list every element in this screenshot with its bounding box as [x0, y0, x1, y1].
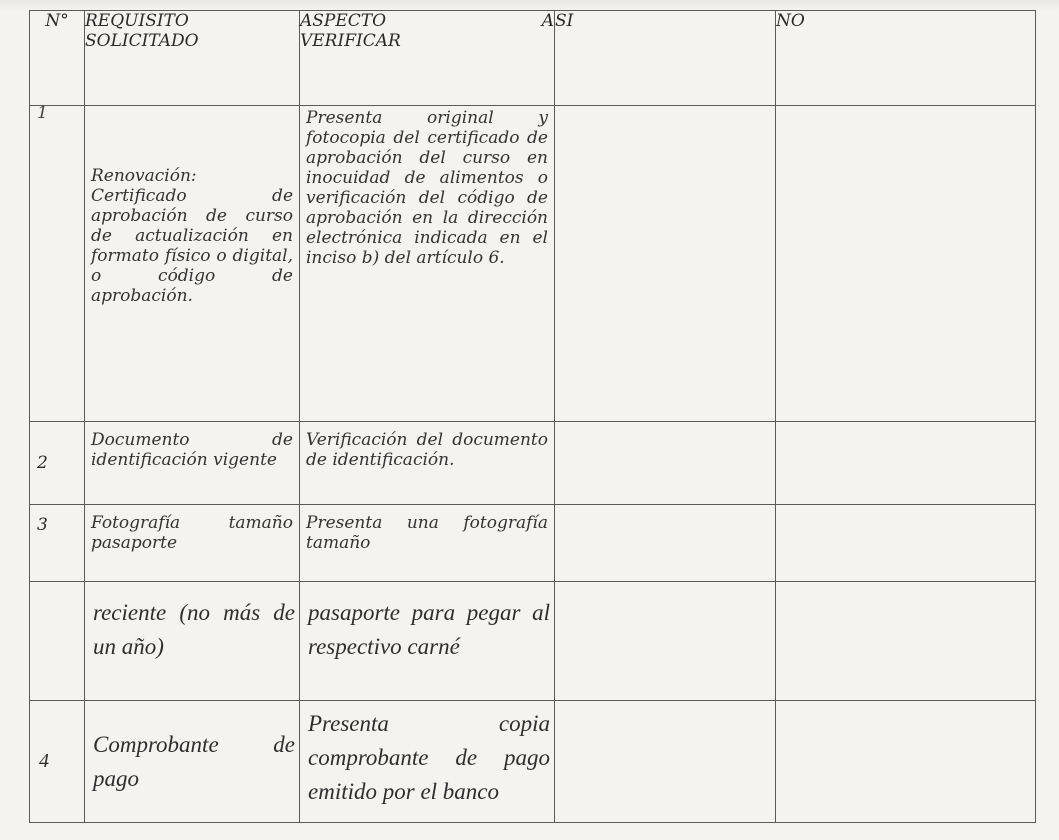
row-si-cell[interactable]	[555, 701, 776, 823]
row-requisito	[85, 505, 300, 582]
header-requisito-line1: REQUISITO	[85, 11, 189, 31]
table-row	[30, 701, 1036, 823]
header-no: NO	[776, 11, 1036, 106]
row-number-text: 2	[37, 453, 48, 473]
requirements-checklist-table	[29, 10, 1036, 823]
requisito-text: reciente (no más de un año)	[93, 600, 295, 659]
row-requisito	[85, 422, 300, 505]
row-no-cell[interactable]	[776, 582, 1036, 701]
row-aspecto	[300, 106, 555, 422]
header-requisito-line2: SOLICITADO	[85, 31, 199, 51]
header-row	[30, 11, 1036, 106]
header-aspecto-line1a: ASPECTO	[300, 11, 387, 31]
row-no-cell[interactable]	[776, 505, 1036, 582]
table-row	[30, 422, 1036, 505]
header-aspecto	[300, 11, 555, 106]
aspecto-text: Presenta una fotografía tamaño	[306, 513, 548, 553]
header-aspecto-line1b: A	[541, 11, 554, 31]
aspecto-text: pasaporte para pegar al respectivo carné	[308, 600, 550, 659]
row-aspecto	[300, 422, 555, 505]
row-aspecto	[300, 505, 555, 582]
table-row	[30, 106, 1036, 422]
row-si-cell[interactable]	[555, 106, 776, 422]
row-aspecto	[300, 582, 555, 701]
row-no-cell[interactable]	[776, 422, 1036, 505]
row-requisito	[85, 582, 300, 701]
aspecto-text: Presenta copia comprobante de pago emitido por el banco	[308, 711, 550, 804]
page-top-edge	[0, 0, 1059, 10]
row-requisito	[85, 106, 300, 422]
aspecto-text: Verificación del documento de identificación.	[306, 430, 548, 470]
row-number	[30, 701, 85, 823]
row-si-cell[interactable]	[555, 422, 776, 505]
row-number-text: 3	[37, 515, 48, 535]
row-number	[30, 422, 85, 505]
row-aspecto	[300, 701, 555, 823]
requisito-text: Renovación: Certificado de aprobación de curso de actualización en formato físico o digital, o código de aprobación.	[91, 166, 293, 306]
row-si-cell[interactable]	[555, 582, 776, 701]
requisito-text: Fotografía tamaño pasaporte	[91, 513, 293, 553]
row-number	[30, 582, 85, 701]
requisito-text: Documento de identificación vigente	[91, 430, 293, 470]
row-si-cell[interactable]	[555, 505, 776, 582]
row-number	[30, 106, 85, 422]
header-aspecto-line2: VERIFICAR	[300, 31, 401, 51]
row-no-cell[interactable]	[776, 701, 1036, 823]
header-number: N°	[30, 11, 85, 106]
row-requisito	[85, 701, 300, 823]
aspecto-text: Presenta original y fotocopia del certificado de aprobación del curso en inocuidad de alimentos o verificación del código de aprobación en la dirección electrónica indicada en el inciso b) del artículo 6.	[306, 108, 548, 268]
row-number	[30, 505, 85, 582]
row-no-cell[interactable]	[776, 106, 1036, 422]
header-requisito	[85, 11, 300, 106]
table-row	[30, 505, 1036, 582]
row-number-text: 4	[39, 750, 49, 772]
header-si: SI	[555, 11, 776, 106]
row-one-number: 1	[37, 103, 48, 123]
requisito-text: Comprobante de pago	[93, 731, 295, 791]
table-row	[30, 582, 1036, 701]
